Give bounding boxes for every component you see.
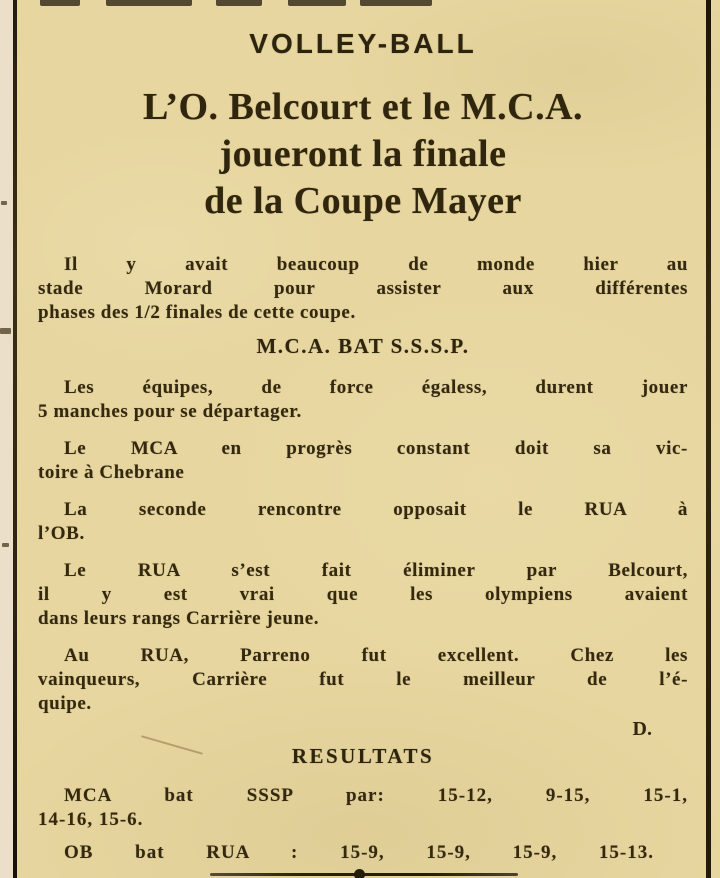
headline-line-3: de la Coupe Mayer xyxy=(204,180,522,222)
edge-ink-mark xyxy=(0,328,11,334)
divider-dot xyxy=(354,869,365,878)
article-column xyxy=(38,0,688,876)
text-line: l’OB. xyxy=(38,523,85,544)
text-line: Au RUA, Parreno fut excellent. Chez les xyxy=(64,645,688,666)
text-line: 5 manches pour se départager. xyxy=(38,401,302,422)
paragraph-equipes xyxy=(38,376,688,424)
paragraph-intro xyxy=(38,253,688,325)
text-line: il y est vrai que les olympiens avaient xyxy=(38,584,688,605)
section-title: VOLLEY-BALL xyxy=(249,28,477,59)
paragraph-mca-progres xyxy=(38,437,688,485)
result-line-mca-sssp xyxy=(38,784,688,832)
text-line: 14-16, 15-6. xyxy=(38,809,144,830)
text-line: Il y avait beaucoup de monde hier au xyxy=(64,254,688,275)
text-line: dans leurs rangs Carrière jeune. xyxy=(38,608,320,629)
text-line: Les équipes, de force égaless, durent jouer xyxy=(64,377,688,398)
text-line: OB bat RUA : 15-9, 15-9, 15-9, 15-13. xyxy=(64,842,654,863)
text-line: toire à Chebrane xyxy=(38,462,185,483)
subheading-resultats: RESULTATS xyxy=(291,744,435,768)
result-line-ob-rua xyxy=(38,841,688,865)
paragraph-parreno xyxy=(38,644,688,716)
end-of-article-divider xyxy=(210,873,518,876)
text-line: quipe. xyxy=(38,693,92,714)
edge-ink-mark xyxy=(1,201,7,205)
column-rule-right xyxy=(706,0,711,878)
text-line: La seconde rencontre opposait le RUA à xyxy=(64,499,688,520)
text-line: stade Morard pour assister aux différentes xyxy=(38,278,688,299)
headline-line-2: joueront la finale xyxy=(219,133,507,175)
headline-line-1: L’O. Belcourt et le M.C.A. xyxy=(142,86,584,128)
page-margin-strip xyxy=(0,0,13,878)
paragraph-seconde-rencontre xyxy=(38,498,688,546)
edge-ink-mark xyxy=(2,543,9,547)
text-line: Le MCA en progrès constant doit sa vic- xyxy=(64,438,688,459)
signature: D. xyxy=(632,718,652,740)
article-body xyxy=(38,253,688,865)
subheading-mca-bat-sssp: M.C.A. BAT S.S.S.P. xyxy=(256,334,470,358)
text-line: vainqueurs, Carrière fut le meilleur de l’é- xyxy=(38,669,688,690)
text-line: Le RUA s’est fait éliminer par Belcourt, xyxy=(64,560,688,581)
column-rule-left xyxy=(13,0,17,878)
text-line: MCA bat SSSP par: 15-12, 9-15, 15-1, xyxy=(64,785,688,806)
cropped-text-fragment xyxy=(38,0,688,7)
headline xyxy=(38,84,688,225)
text-line: phases des 1/2 finales de cette coupe. xyxy=(38,302,356,323)
paragraph-rua-elimine xyxy=(38,559,688,631)
